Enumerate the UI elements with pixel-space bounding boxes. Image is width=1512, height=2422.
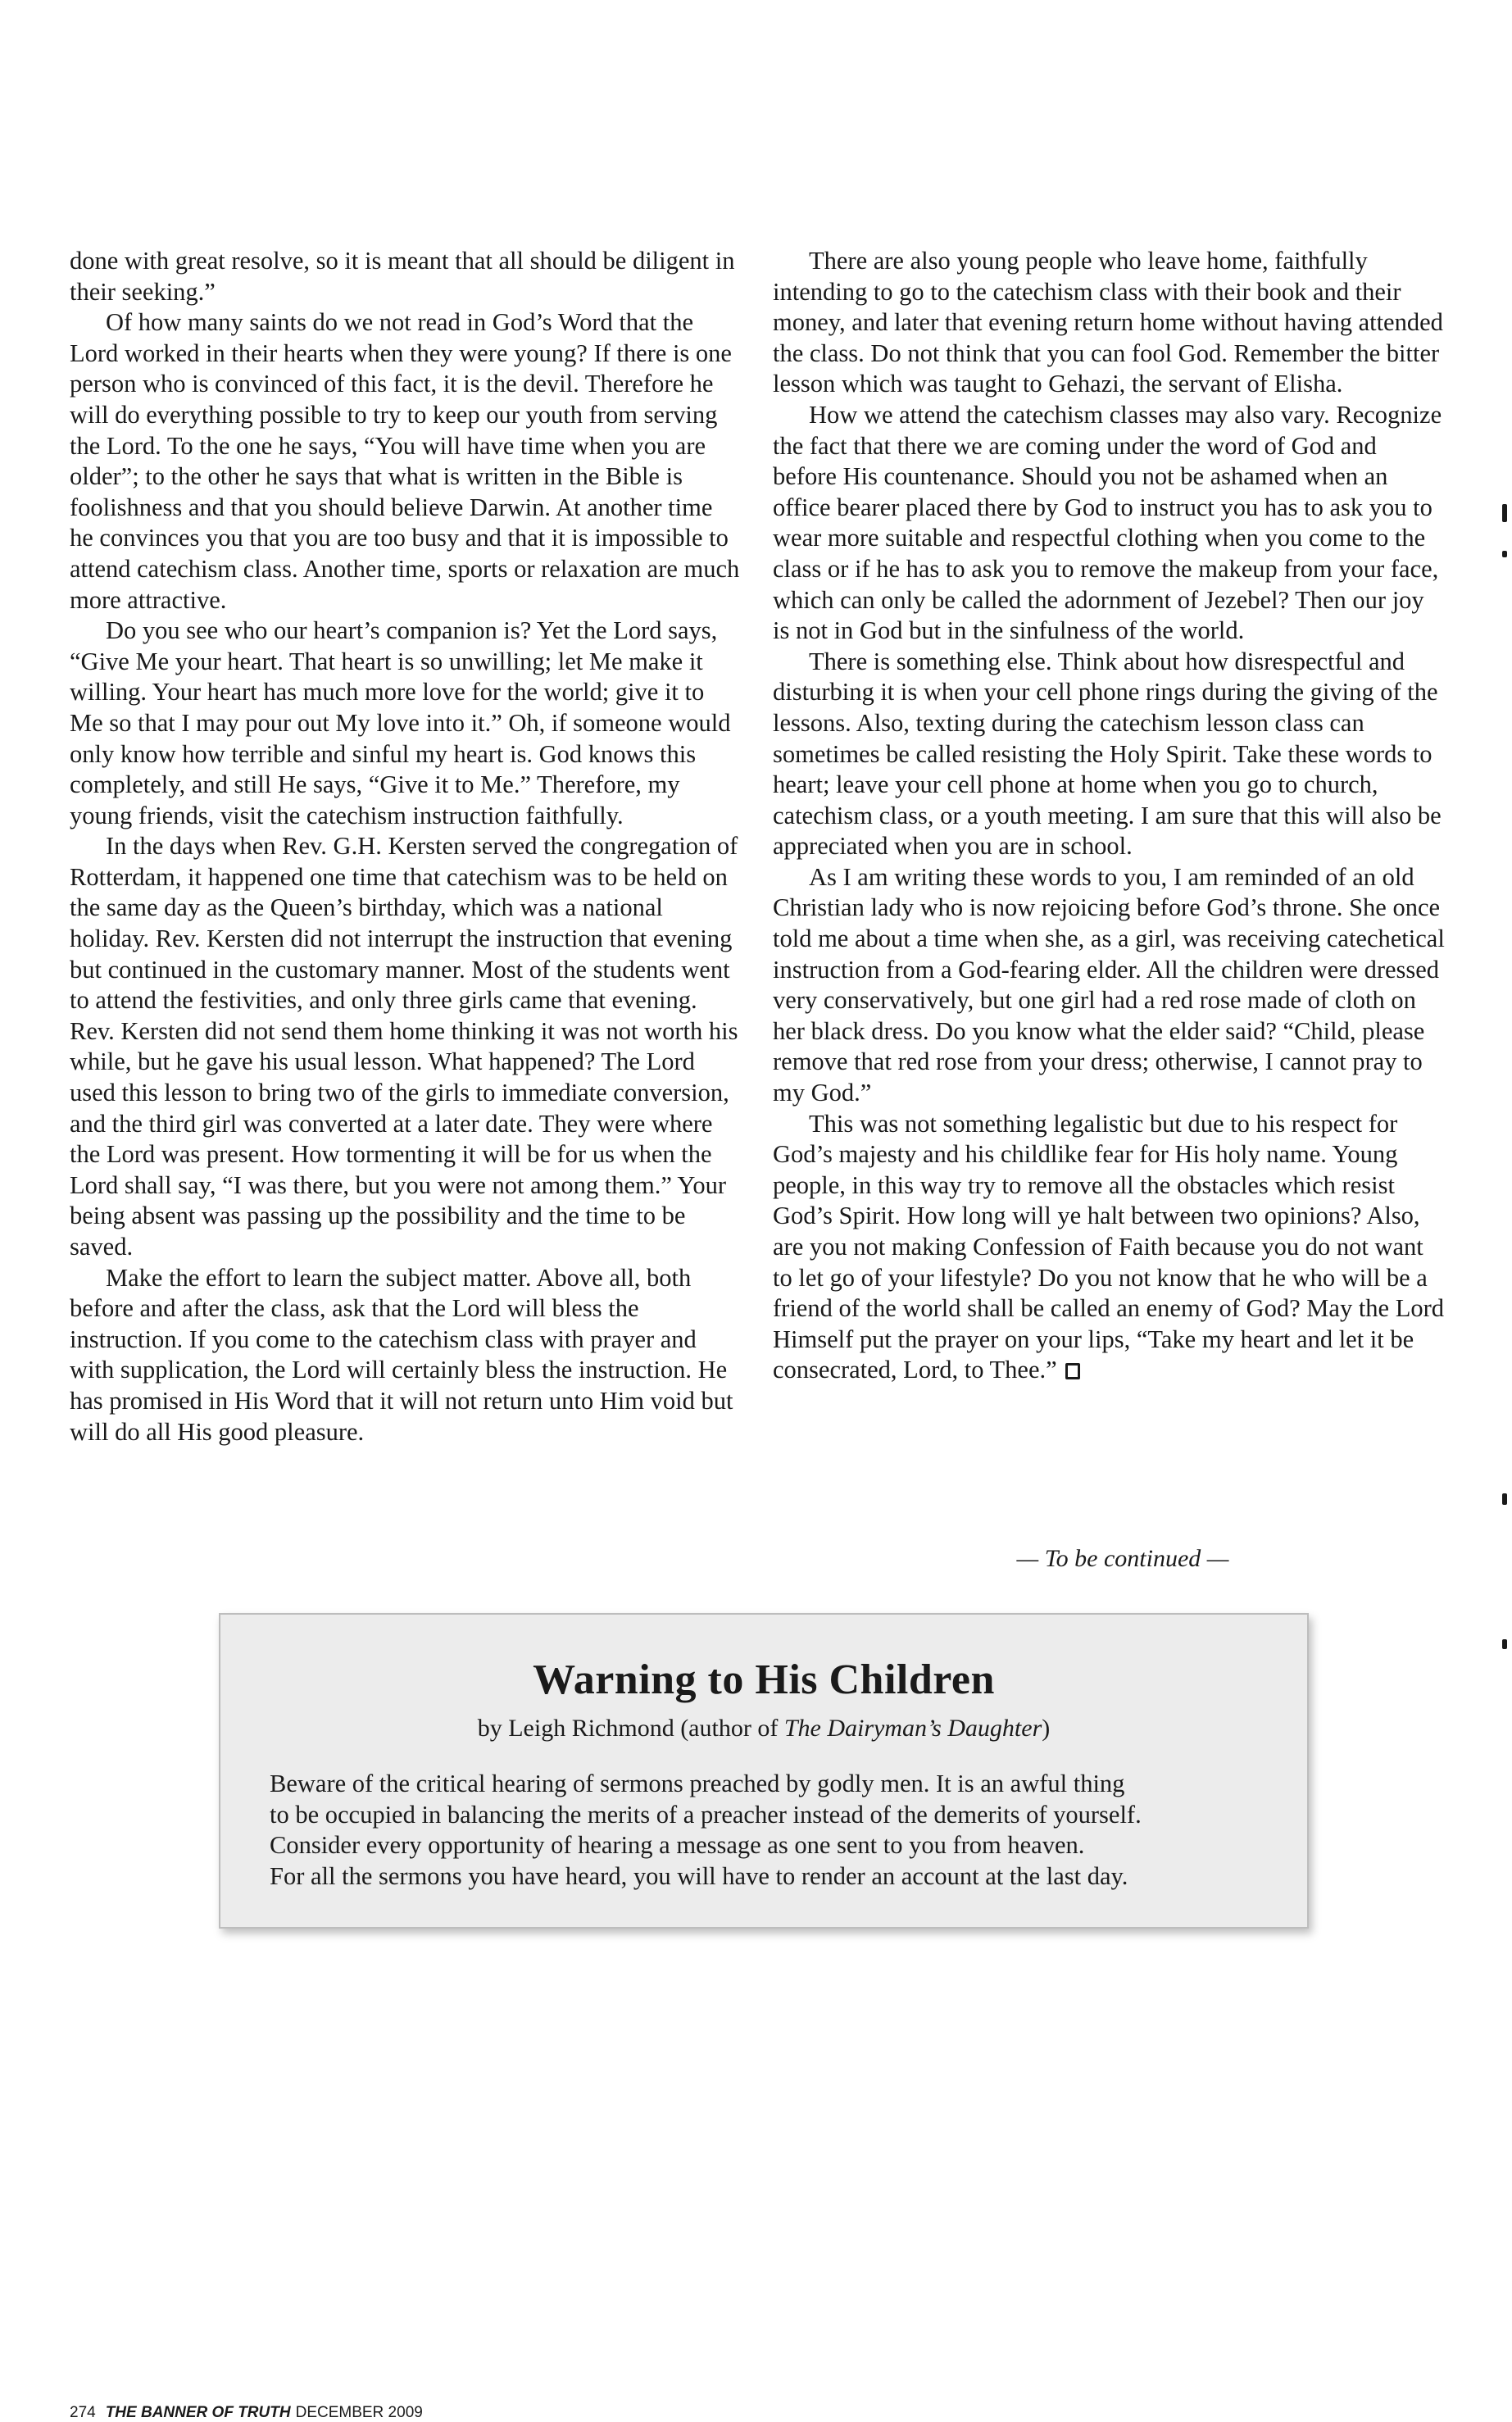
edge-mark (1502, 1493, 1507, 1505)
paragraph-final (773, 1109, 1446, 1386)
byline-prefix: by Leigh Richmond (author of (477, 1715, 784, 1742)
to-be-continued: — To be continued — (1016, 1545, 1229, 1572)
paragraph: done with great resolve, so it is meant that all should be diligent in their seeking.” (70, 247, 735, 306)
paragraph: Of how many saints do we not read in God’s Word that the Lord worked in their hearts when they were young? If there is one person who is convinced of this fact, it is the devil. Therefore he will do everything possible to try to keep our youth from serving the Lord. To the one he says, “You will have time when you are older”; to the other he says that what is written in the Bible is foolishness and that you should believe Darwin. At another time he convinces you that you are too busy and that it is impossible to attend catechism class. Another time, sports or relaxation are much more attractive. (70, 308, 740, 614)
page-number: 274 (70, 2404, 96, 2421)
issue-date: DECEMBER 2009 (295, 2404, 423, 2421)
sidebar-line: Consider every opportunity of hearing a message as one sent to you from heaven. (270, 1831, 1085, 1859)
sidebar-line: Beware of the critical hearing of sermons preached by godly men. It is an awful thing (270, 1770, 1125, 1797)
paragraph: In the days when Rev. G.H. Kersten served the congregation of Rotterdam, it happened one time that catechism was to be held on the same day as the Queen’s birthday, which was a national holiday. Rev. Kersten did not interrupt the instruction that evening but continued in the customary manner. Most of the students went to attend the festivities, and only three girls came that evening. Rev. Kersten did not send them home thinking it was not worth his while, but he gave his usual lesson. What happened? The Lord used this lesson to bring two of the girls to immediate conversion, and the third girl was converted at a later date. They were where the Lord was present. How tormenting it will be for us when the Lord shall say, “I was there, but you were not among them.” Your being absent was passing up the possibility and the time to be saved. (70, 832, 738, 1261)
byline-suffix: ) (1042, 1715, 1051, 1742)
paragraph: As I am writing these words to you, I am reminded of an old Christian lady who is now rejoicing before God’s throne. She once told me about a time when she, as a girl, was receiving catechetical instruction from a God-fearing elder. All the children were dressed very conservatively, but one girl had a red rose made of cloth on her black dress. Do you know what the elder said? “Child, please remove that red rose from your dress; otherwise, I cannot pray to my God.” (773, 862, 1445, 1107)
paragraph: How we attend the catechism classes may also vary. Recognize the fact that there we are coming under the word of God and before His countenance. Should you not be ashamed when an office bearer placed there by God to instruct you has to ask you to wear more suitable and respectful clothing when you come to the class or if he has to ask you to remove the makeup from your face, which can only be called the adornment of Jezebel? Then our joy is not in God but in the sinfulness of the world. (773, 400, 1442, 645)
byline-work: The Dairyman’s Daughter (783, 1715, 1042, 1742)
sidebar-line: to be occupied in balancing the merits of a preacher instead of the demerits of yourself. (270, 1800, 1142, 1829)
sidebar-body (270, 1769, 1269, 1892)
sidebar-title: Warning to His Children (533, 1656, 995, 1703)
sidebar-byline (220, 1715, 1307, 1743)
paragraph: Do you see who our heart’s companion is? Yet the Lord says, “Give Me your heart. That heart is so unwilling; let Me make it willing. Your heart has much more love for the world; give it to Me so that I may pour out My love into it.” Oh, if someone would only know how terrible and sinful my heart is. God knows this completely, and still He says, “Give it to Me.” Therefore, my young friends, visit the catechism instruction faithfully. (70, 616, 731, 829)
sidebar-box (219, 1613, 1309, 1929)
paragraph: Make the effort to learn the subject matter. Above all, both before and after the class, ask that the Lord will bless the instruction. If you come to the catechism class with prayer and with supplication, the Lord will certainly bless the instruction. He has promised in His Word that it will not return unto Him void but will do all His good pleasure. (70, 1263, 733, 1446)
paragraph: There are also young people who leave home, faithfully intending to go to the catechism class with their book and their money, and later that evening return home without having attended the class. Do not think that you can fool God. Remember the bitter lesson which was taught to Gehazi, the servant of Elisha. (773, 247, 1443, 398)
paragraph: There is something else. Think about how disrespectful and disturbing it is when your cell phone rings during the giving of the lessons. Also, texting during the catechism lesson class can sometimes be called resisting the Holy Spirit. Take these words to heart; leave your cell phone at home when you go to church, catechism class, or a youth meeting. I am sure that this will also be appreciated when you are in school. (773, 647, 1442, 861)
publication-name: THE BANNER OF TRUTH (105, 2404, 291, 2421)
sidebar-line: For all the sermons you have heard, you will have to render an account at the last day. (270, 1861, 1128, 1890)
edge-mark (1502, 551, 1507, 557)
left-column (70, 246, 742, 1447)
paragraph-text: This was not something legalistic but due to his respect for God’s majesty and his childlike fear for His holy name. Young people, in this way try to remove all the obstacles which resist God’s Spirit. How long will ye halt between two opinions? Also, are you not making Confession of Faith because you do not want to let go of your lifestyle? Do you not know that he who will be a friend of the world shall be called an enemy of God? May the Lord Himself put the prayer on your lips, “Take my heart and let it be consecrated, Lord, to Thee.” (773, 1109, 1444, 1384)
edge-mark (1502, 1639, 1507, 1649)
page-footer (70, 2404, 423, 2422)
right-column (773, 246, 1446, 1386)
edge-mark (1502, 504, 1507, 522)
end-of-article-icon (1065, 1363, 1080, 1379)
